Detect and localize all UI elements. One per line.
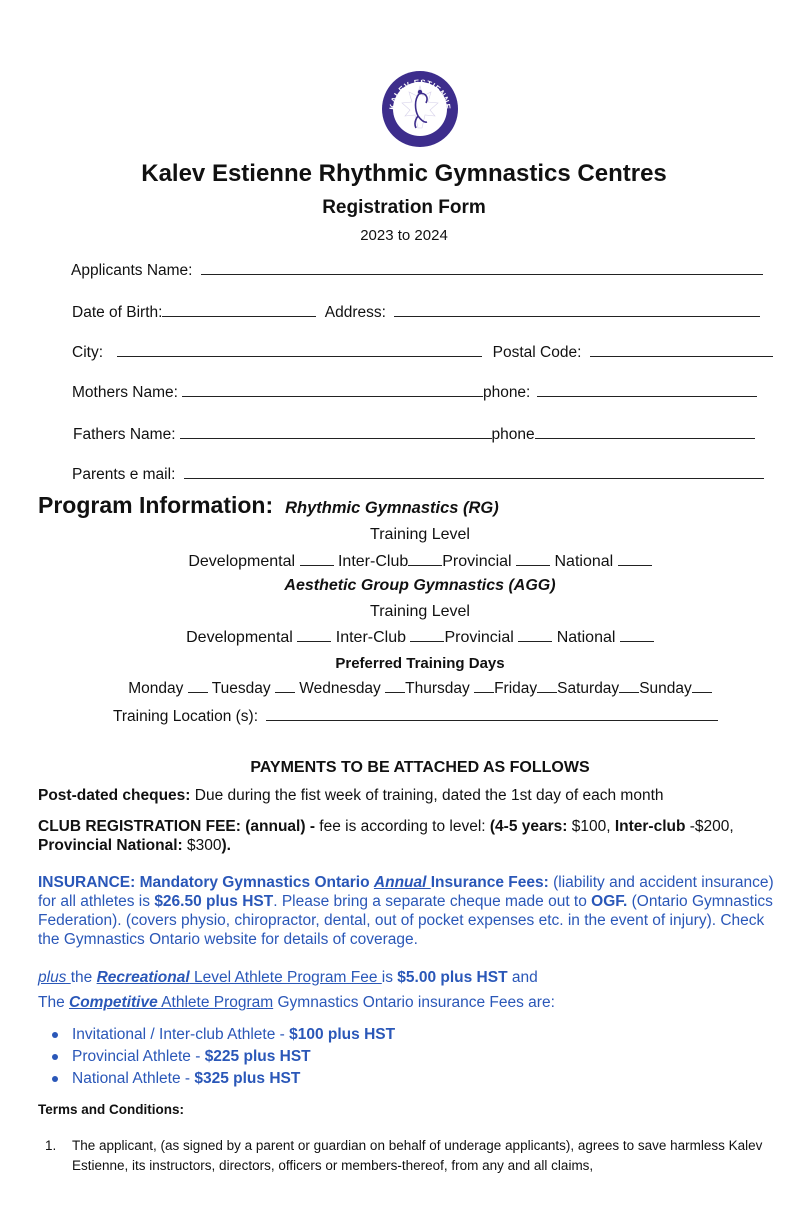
insurance-text-2: . Please bring a separate cheque made out to [273,893,592,910]
rg-provincial-blank[interactable] [516,552,550,566]
mother-row [72,382,757,402]
training-location-field[interactable] [266,706,718,721]
logo-text: KALEV ESTIENNE [387,77,453,111]
postdated-cheques-paragraph [38,786,790,805]
training-location-row [113,706,718,726]
insurance-label-2: Insurance Fees: [430,874,549,891]
dob-field[interactable] [162,302,316,317]
fathers-name-label: Fathers Name: [73,426,176,443]
and-text: and [507,969,538,986]
club-fee-paragraph [38,817,790,855]
training-location-label: Training Location (s): [113,708,259,725]
rg-level-options [0,552,808,571]
insurance-label: INSURANCE: Mandatory Gymnastics Ontario [38,874,374,891]
rg-level-interclub: Inter-Club [337,553,409,570]
comp-text: Gymnastics Ontario insurance Fees are: [273,994,555,1011]
agg-national-blank[interactable] [620,628,654,642]
mother-phone-label: phone: [482,384,531,401]
city-field[interactable] [117,342,482,357]
list-item [50,1068,395,1090]
day-tuesday: Tuesday [211,680,271,697]
day-sunday: Sunday [639,680,692,697]
term-text: The applicant, (as signed by a parent or guardian on behalf of underage applicants), agrees to save harmless Kalev Estienne, its instructors, directors, officers or members-thereof, from any and all claims, [72,1138,763,1173]
address-label: Address: [324,304,386,321]
recreational-fee-paragraph [38,968,790,987]
club-fee-age: (4-5 years: [489,818,568,835]
parents-email-label: Parents e mail: [72,466,176,483]
sunday-blank[interactable] [692,679,712,693]
parents-email-row [72,464,764,484]
form-title: Registration Form [322,197,486,218]
fee-amount: $100 plus HST [289,1026,396,1043]
city-postal-row [72,342,773,362]
father-row [73,424,755,444]
competitive-fee-paragraph [38,993,790,1012]
program-info-title: Program Information: [38,492,274,518]
agg-interclub-blank[interactable] [410,628,444,642]
program-info-heading [38,492,499,519]
the-text: the [70,969,97,986]
rg-title: Rhythmic Gymnastics (RG) [285,499,499,517]
fee-label: Invitational / Inter-club Athlete - [72,1026,290,1043]
dob-address-row [72,302,760,322]
fathers-name-field[interactable] [180,424,492,439]
agg-level-options [0,628,808,647]
fee-label: National Athlete - [72,1070,195,1087]
agg-level-provincial: Provincial [444,629,514,646]
agg-training-level-label: Training Level [370,603,470,620]
club-fee-interclub: Inter-club [614,818,686,835]
postal-code-label: Postal Code: [492,344,582,361]
rg-training-level-label: Training Level [370,526,470,543]
mothers-name-label: Mothers Name: [72,384,178,401]
the2-text: The [38,994,70,1011]
fee-label: Provincial Athlete - [72,1048,205,1065]
father-phone-label: phone [491,426,535,443]
club-fee-provincial: Provincial National: [38,837,183,854]
insurance-text-1: (liability and accident insurance) for all athletes is [38,874,774,910]
rg-interclub-blank[interactable] [408,552,442,566]
applicant-name-label: Applicants Name: [71,262,193,279]
postdated-label: Post-dated cheques: [38,787,191,804]
rg-national-blank[interactable] [618,552,652,566]
rg-level-provincial: Provincial [442,553,512,570]
rg-level-national: National [554,553,614,570]
dob-label: Date of Birth: [72,304,163,321]
rg-developmental-blank[interactable] [300,552,334,566]
club-fee-text: fee is according to level: [314,818,490,835]
friday-blank[interactable] [537,679,557,693]
terms-heading: Terms and Conditions: [38,1102,185,1117]
rg-level-developmental: Developmental [188,553,296,570]
tuesday-blank[interactable] [275,679,295,693]
insurance-annual: Annual [373,874,431,891]
day-saturday: Saturday [557,680,620,697]
term-number: 1. [45,1138,57,1153]
fee-amount: $325 plus HST [194,1070,301,1087]
club-fee-label: CLUB REGISTRATION FEE: (annual) - [38,818,315,835]
preferred-days-label: Preferred Training Days [335,655,505,672]
agg-provincial-blank[interactable] [518,628,552,642]
day-wednesday: Wednesday [299,680,381,697]
parents-email-field[interactable] [184,464,764,479]
mother-phone-field[interactable] [537,382,757,397]
club-logo [381,70,459,148]
club-fee-interclub-amount: -$200, [685,818,734,835]
insurance-ogf: OGF. [591,893,628,910]
day-thursday: Thursday [405,680,470,697]
competitive-fee-list [50,1024,395,1090]
rec-program-text: Level Athlete Program Fee [189,969,382,986]
is-text: is [381,969,398,986]
thursday-blank[interactable] [474,679,494,693]
list-item [50,1046,395,1068]
season-years: 2023 to 2024 [360,227,448,244]
agg-level-interclub: Inter-Club [335,629,406,646]
monday-blank[interactable] [188,679,208,693]
insurance-text-3: (Ontario Gymnastics Federation). (covers physio, chiropractor, dental, out of pocket expenses etc. in the event of injury). Check the Gymnastics Ontario website for details of coverage. [38,893,773,948]
mothers-name-field[interactable] [182,382,483,397]
club-fee-provincial-amount: $300 [182,837,222,854]
competitive-text: Competitive [69,994,158,1011]
club-fee-close: ). [221,837,231,854]
rec-amount: $5.00 plus HST [397,969,508,986]
day-friday: Friday [494,680,538,697]
payments-heading: PAYMENTS TO BE ATTACHED AS FOLLOWS [250,759,590,776]
address-field[interactable] [394,302,760,317]
agg-developmental-blank[interactable] [297,628,331,642]
comp-program-text: Athlete Program [157,994,274,1011]
insurance-paragraph [38,873,790,949]
agg-level-developmental: Developmental [186,629,293,646]
postdated-text: Due during the fist week of training, dated the 1st day of each month [190,787,664,804]
agg-level-national: National [556,629,616,646]
applicant-name-field[interactable] [201,260,763,275]
day-monday: Monday [128,680,184,697]
fee-amount: $225 plus HST [204,1048,311,1065]
plus-text: plus [38,969,71,986]
agg-title: Aesthetic Group Gymnastics (AGG) [284,577,556,594]
preferred-days-options [0,679,808,698]
father-phone-field[interactable] [535,424,755,439]
city-label: City: [72,344,103,361]
applicant-name-row [71,260,763,280]
club-fee-age-amount: $100, [567,818,615,835]
club-title: Kalev Estienne Rhythmic Gymnastics Centres [141,160,667,187]
insurance-amount: $26.50 plus HST [154,893,274,910]
wednesday-blank[interactable] [385,679,405,693]
saturday-blank[interactable] [619,679,639,693]
postal-code-field[interactable] [590,342,773,357]
recreational-text: Recreational [96,969,190,986]
list-item [50,1024,395,1046]
